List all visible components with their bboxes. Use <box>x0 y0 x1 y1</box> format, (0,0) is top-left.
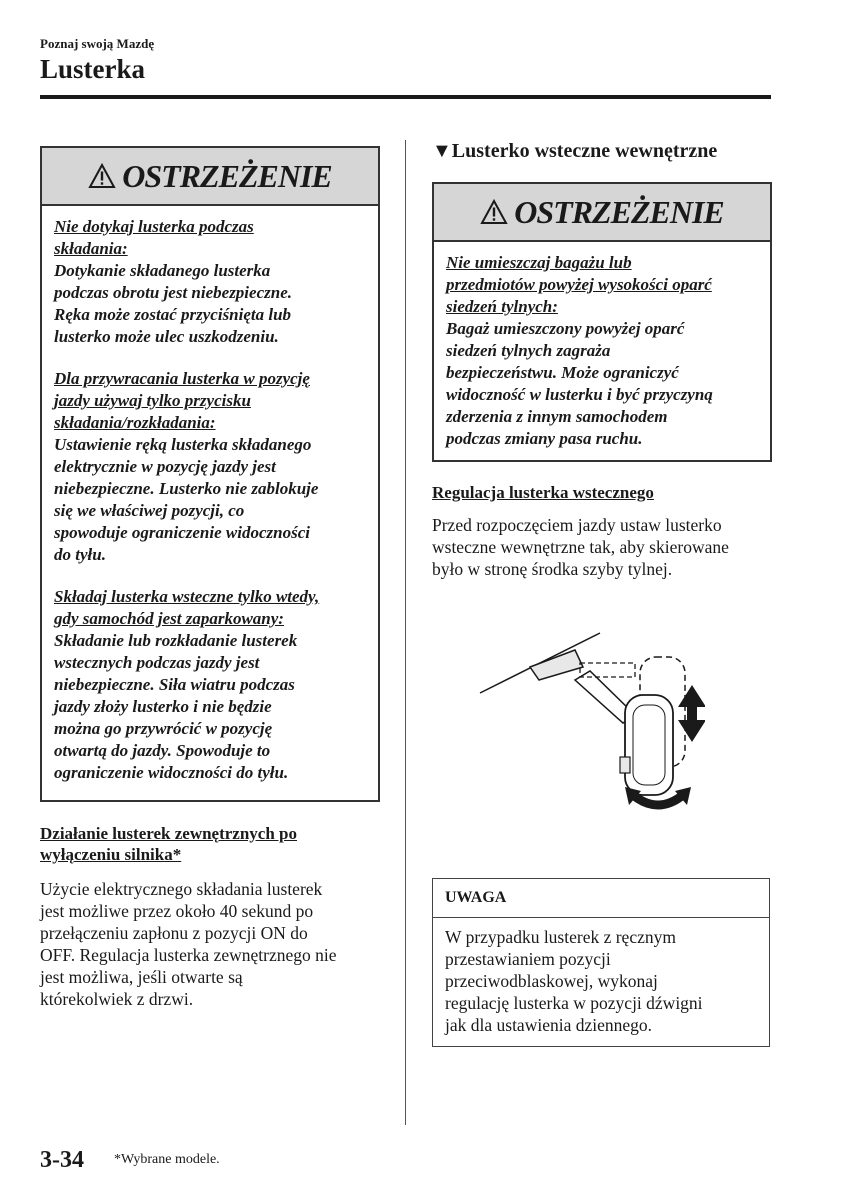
warning-item-heading: Nie dotykaj lusterka podczas składania: <box>54 217 254 258</box>
warning-item <box>54 586 366 784</box>
footnote: *Wybrane modele. <box>114 1152 220 1167</box>
warning-item-text: Dotykanie składanego lusterka podczas obrotu jest niebezpieczne. Ręka może zostać przyciśnięta lub lusterko może ulec uszkodzeniu. <box>54 261 292 346</box>
warning-box-rearview-mirror <box>432 182 772 462</box>
section-heading-exterior-mirrors: Działanie lusterek zewnętrznych po wyłączeniu silnika* <box>40 824 298 864</box>
warning-item-heading: Nie umieszczaj bagażu lub przedmiotów powyżej wysokości oparć siedzeń tylnych: <box>446 253 712 316</box>
warning-item-heading: Dla przywracania lusterka w pozycję jazdy używaj tylko przycisku składania/rozkładania: <box>54 369 310 432</box>
warning-item <box>54 216 366 348</box>
note-box <box>432 878 770 1047</box>
breadcrumb: Poznaj swoją Mazdę <box>40 36 155 51</box>
warning-header <box>434 184 770 242</box>
section-text-mirror-adjustment: Przed rozpoczęciem jazdy ustaw lusterko wsteczne wewnętrzne tak, aby skierowane było w stronę środka szyby tylnej. <box>432 515 729 579</box>
warning-item-heading: Składaj lusterka wsteczne tylko wtedy, gdy samochód jest zaparkowany: <box>54 587 320 628</box>
subheading-rearview-mirror: ▼Lusterko wsteczne wewnętrzne <box>432 140 718 162</box>
warning-item <box>54 368 366 566</box>
warning-header <box>42 148 378 206</box>
note-text: W przypadku lusterek z ręcznym przestawianiem pozycji przeciwodblaskowej, wykonaj regulację lusterka w pozycji dźwigni jak dla ustawienia dziennego. <box>445 927 703 1035</box>
warning-item-text: Składanie lub rozkładanie lusterek wstecznych podczas jazdy jest niebezpieczne. Siła wiatru podczas jazdy złoży lusterko i nie będzie można go przywrócić w pozycję otwartą do jazdy. Spowoduje to ograniczenie widoczności do tyłu. <box>54 631 298 782</box>
title-rule <box>40 95 771 99</box>
warning-item-text: Ustawienie ręką lusterka składanego elektrycznie w pozycję jazdy jest niebezpieczne. Lusterko nie zablokuje się we właściwej pozycji, co spowoduje ograniczenie widoczności do tyłu. <box>54 435 319 564</box>
vertical-arrow-icon <box>678 685 705 742</box>
warning-box-exterior-mirrors <box>40 146 380 802</box>
section-heading-mirror-adjustment: Regulacja lusterka wstecznego <box>432 483 654 502</box>
rotation-arrow-icon <box>633 795 683 805</box>
warning-title: OSTRZEŻENIE <box>514 193 724 230</box>
warning-body <box>434 242 770 456</box>
warning-triangle-icon <box>88 163 116 189</box>
page-title: Lusterka <box>40 54 146 84</box>
warning-body <box>42 206 378 790</box>
warning-item <box>446 252 758 450</box>
page-number: 3-34 <box>40 1147 84 1173</box>
warning-item-text: Bagaż umieszczony powyżej oparć siedzeń tylnych zagraża bezpieczeństwu. Może ograniczyć widoczność w lusterku i być przyczyną zderzenia z innym samochodem podczas zmiany pasa ruchu. <box>446 319 713 448</box>
warning-triangle-icon <box>480 199 508 225</box>
rearview-mirror-illustration <box>475 625 705 820</box>
section-text-exterior-mirrors: Użycie elektrycznego składania lusterek jest możliwe przez około 40 sekund po przełączeniu zapłonu z pozycji ON do OFF. Regulacja lusterka zewnętrznego nie jest możliwa, jeśli otwarte są którekolwiek z drzwi. <box>40 879 337 1009</box>
column-divider <box>405 140 406 1125</box>
warning-title: OSTRZEŻENIE <box>122 157 332 194</box>
note-title: UWAGA <box>433 879 769 918</box>
